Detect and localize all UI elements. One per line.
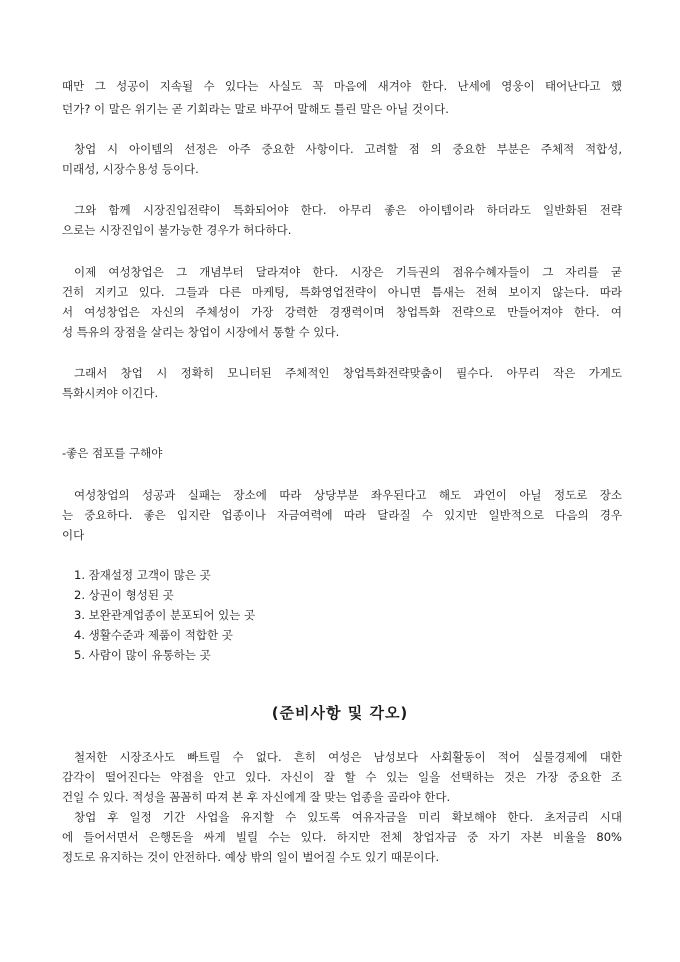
section-heading: (준비사항 및 각오): [271, 704, 409, 722]
list-item: 5. 사람이 많이 유통하는 곳: [74, 648, 211, 662]
paragraph-line: 창업 후 일정 기간 사업을 유지할 수 있도록 여유자금을 미리 확보해야 한다. 초저금리 시대: [74, 810, 622, 824]
paragraph-line: 때만 그 성공이 지속될 수 있다는 사실도 꼭 마음에 새겨야 한다. 난세에 영웅이 태어난다고 했: [62, 79, 622, 93]
paragraph-line: 미래성, 시장수용성 등이다.: [62, 162, 199, 176]
paragraph-line: 는 중요하다. 좋은 입지란 업종이나 자금여력에 따라 달라질 수 있지만 일반적으로 다음의 경우: [62, 508, 622, 522]
paragraph-line: 이다: [62, 528, 85, 542]
paragraph-line: 건히 지키고 있다. 그들과 다른 마케팅, 특화영업전략이 아니면 틈새는 전혀 보이지 않는다. 따라: [62, 285, 622, 299]
paragraph-line: 그와 함께 시장진입전략이 특화되어야 한다. 아무리 좋은 아이템이라 하더라도 일반화된 전략: [74, 203, 622, 217]
list-item: 2. 상권이 형성된 곳: [74, 588, 174, 602]
paragraph-line: 감각이 떨어진다는 약점을 안고 있다. 자신이 잘 할 수 있는 일을 선택하는 것은 가장 중요한 조: [62, 770, 622, 784]
paragraph-line: 에 들어서면서 은행돈을 싸게 빌릴 수는 있다. 하지만 전체 창업자금 중 자기 자본 비율을 80%: [62, 830, 622, 844]
paragraph-line: 특화시켜야 이긴다.: [62, 386, 159, 400]
paragraph-line: 성 특유의 장점을 살리는 창업이 시장에서 통할 수 있다.: [62, 325, 340, 339]
paragraph-line: 정도로 유지하는 것이 안전하다. 예상 밖의 일이 벌어질 수도 있기 때문이다.: [62, 850, 440, 864]
paragraph-line: 건일 수 있다. 적성을 꼼꼼히 따져 본 후 자신에게 잘 맞는 업종을 골라야 한다.: [62, 790, 451, 804]
list-item: 3. 보완관계업종이 분포되어 있는 곳: [74, 608, 256, 622]
list-item: 1. 잠재설정 고객이 많은 곳: [74, 568, 211, 582]
section-subheading: -좋은 점포를 구해야: [62, 446, 163, 460]
paragraph-line: 던가? 이 말은 위기는 곧 기회라는 말로 바꾸어 말해도 틀린 말은 아닐 것이다.: [62, 102, 449, 116]
paragraph-line: 서 여성창업은 자신의 주체성이 가장 강력한 경쟁력이며 창업특화 전략으로 만들어져야 한다. 여: [62, 305, 622, 319]
paragraph-line: 이제 여성창업은 그 개념부터 달라져야 한다. 시장은 기득권의 점유수혜자들이 그 자리를 굳: [74, 265, 622, 279]
paragraph-line: 으로는 시장진입이 불가능한 경우가 허다하다.: [62, 223, 292, 237]
paragraph-line: 그래서 창업 시 정확히 모니터된 주체적인 창업특화전략맞춤이 필수다. 아무리 작은 가게도: [74, 366, 622, 380]
list-item: 4. 생활수준과 제품이 적합한 곳: [74, 628, 233, 642]
paragraph-line: 창업 시 아이템의 선정은 아주 중요한 사항이다. 고려할 점 의 중요한 부분은 주체적 적합성,: [74, 142, 622, 156]
paragraph-line: 여성창업의 성공과 실패는 장소에 따라 상당부분 좌우된다고 해도 과언이 아닐 정도로 장소: [74, 488, 622, 502]
paragraph-line: 철저한 시장조사도 빠트릴 수 없다. 흔히 여성은 남성보다 사회활동이 적어 실물경제에 대한: [74, 750, 622, 764]
